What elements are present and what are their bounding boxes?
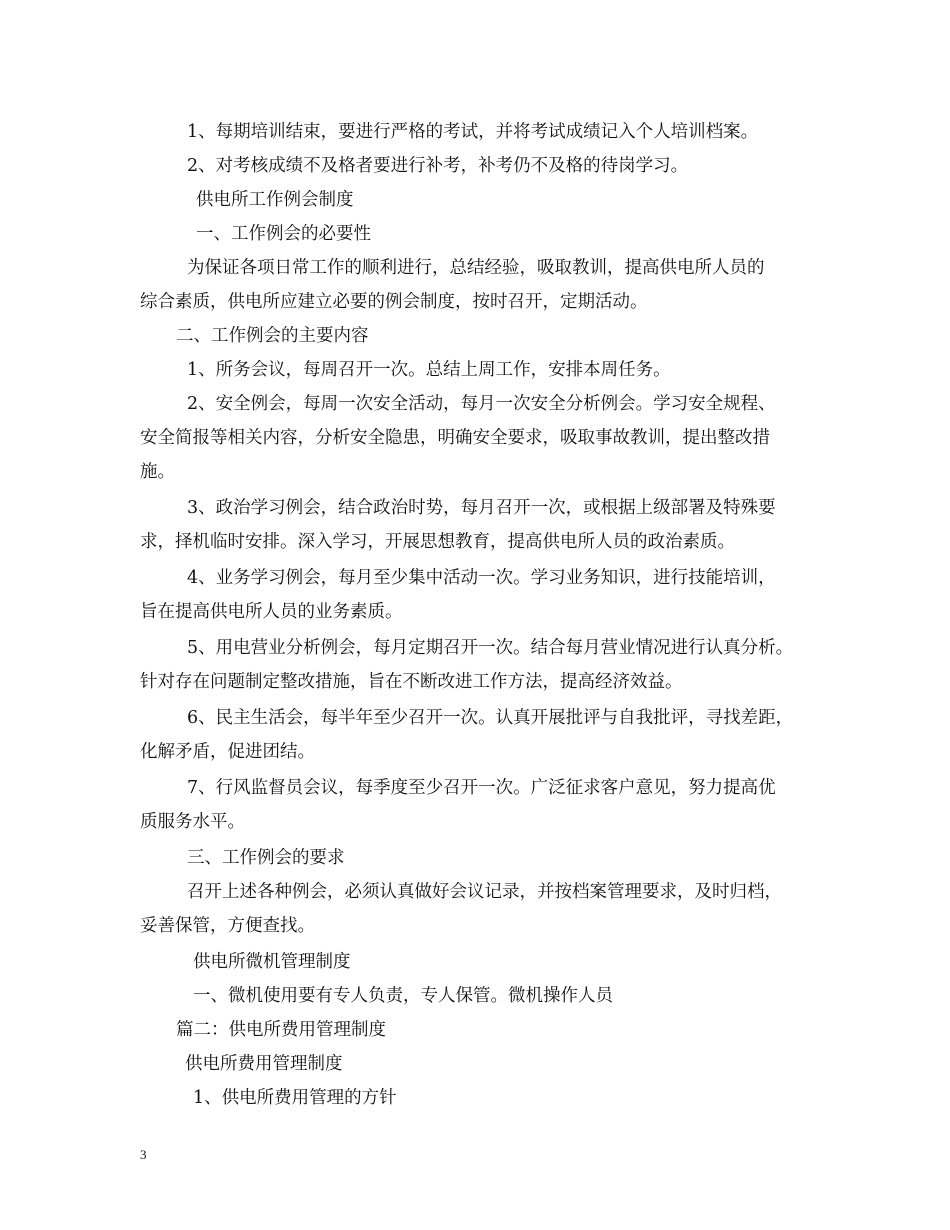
text-line: 求，择机临时安排。深入学习，开展思想教育，提高供电所人员的政治素质。 — [140, 532, 735, 552]
text-line: 化解矛盾，促进团结。 — [140, 742, 315, 762]
text-line: 施。 — [140, 462, 175, 482]
text-line: 质服务水平。 — [140, 812, 245, 832]
text-line: 旨在提高供电所人员的业务素质。 — [140, 602, 403, 622]
page-number: 3 — [140, 1147, 147, 1162]
text-line: 1、所务会议，每周召开一次。总结上周工作，安排本周任务。 — [187, 360, 671, 380]
subsection-heading: 一、工作例会的必要性 — [196, 224, 371, 244]
text-line: 针对存在问题制定整改措施，旨在不断改进工作方法，提高经济效益。 — [140, 672, 683, 692]
section-heading: 供电所费用管理制度 — [185, 1054, 343, 1074]
section-heading: 供电所微机管理制度 — [193, 952, 351, 972]
text-line: 1、每期培训结束，要进行严格的考试，并将考试成绩记入个人培训档案。 — [187, 122, 759, 142]
text-line: 综合素质，供电所应建立必要的例会制度，按时召开，定期活动。 — [140, 292, 648, 312]
text-line: 5、用电营业分析例会，每月定期召开一次。结合每月营业情况进行认真分析。 — [187, 638, 794, 658]
text-line: 召开上述各种例会，必须认真做好会议记录，并按档案管理要求，及时归档， — [187, 882, 782, 902]
text-line: 2、安全例会，每周一次安全活动，每月一次安全分析例会。学习安全规程、 — [187, 394, 776, 414]
text-line: 6、民主生活会，每半年至少召开一次。认真开展批评与自我批评，寻找差距， — [187, 708, 794, 728]
text-line: 2、对考核成绩不及格者要进行补考，补考仍不及格的待岗学习。 — [187, 156, 689, 176]
subsection-heading: 三、工作例会的要求 — [187, 848, 345, 868]
section-heading: 篇二：供电所费用管理制度 — [176, 1020, 386, 1040]
text-line: 一、微机使用要有专人负责，专人保管。微机操作人员 — [193, 986, 613, 1006]
text-line: 为保证各项日常工作的顺利进行，总结经验，吸取教训，提高供电所人员的 — [187, 258, 765, 278]
subsection-heading: 二、工作例会的主要内容 — [176, 326, 369, 346]
text-line: 4、业务学习例会，每月至少集中活动一次。学习业务知识，进行技能培训， — [187, 568, 776, 588]
subsection-heading: 1、供电所费用管理的方针 — [193, 1088, 397, 1108]
text-line: 安全简报等相关内容，分析安全隐患，明确安全要求，吸取事故教训，提出整改措 — [140, 428, 770, 448]
section-heading: 供电所工作例会制度 — [196, 190, 354, 210]
text-line: 妥善保管，方便查找。 — [140, 916, 315, 936]
text-line: 7、行风监督员会议，每季度至少召开一次。广泛征求客户意见，努力提高优 — [187, 778, 776, 798]
text-line: 3、政治学习例会，结合政治时势，每月召开一次，或根据上级部署及特殊要 — [187, 498, 776, 518]
